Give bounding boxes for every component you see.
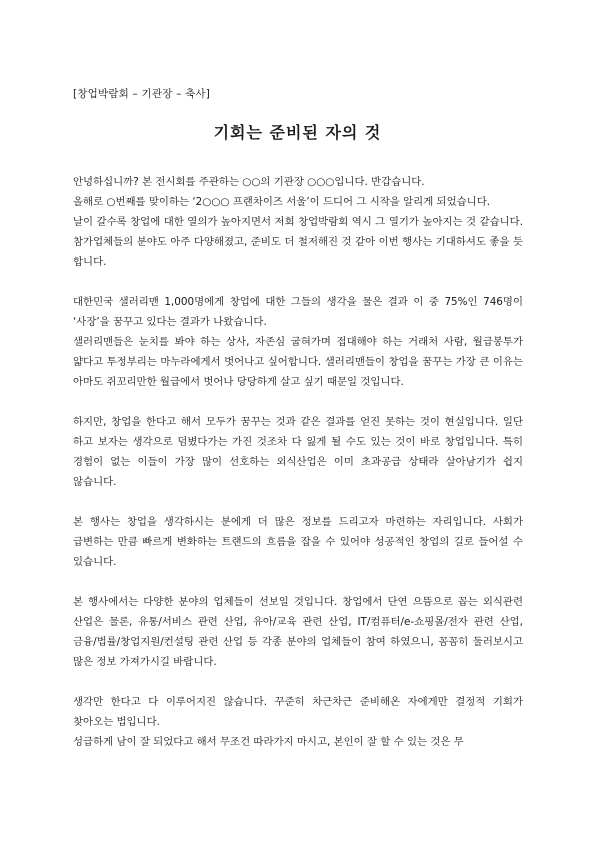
paragraph-salaryman-motivation: 샐러리맨들은 눈치를 봐야 하는 상사, 자존심 굽혀가며 접대해야 하는 거래처 사람, 월급봉투가 얇다고 투정부리는 마누라에게서 벗어나고 싶어합니다. 샐러리맨들이 창업을 꿈꾸는 가장 큰 이유는 아마도 쥐꼬리만한 월급에서 벗어나 당당하게 살고 싶기 때문일 것입니다. xyxy=(73,336,523,388)
paragraph-event-purpose: 본 행사는 창업을 생각하시는 분에게 더 많은 정보를 드리고자 마련하는 자리입니다. 사회가 급변하는 만큼 빠르게 변화하는 트랜드의 흐름을 잡을 수 있어야 성공적인 창업의 길로 들어설 수 있습니다. xyxy=(73,516,523,568)
paragraph-greeting: 안녕하십니까? 본 전시회를 주관하는 ○○의 기관장 ○○○입니다. 반갑습니다. xyxy=(73,176,425,188)
paragraph-survey: 대한민국 샐러리맨 1,000명에게 창업에 대한 그들의 생각을 물은 결과 이 중 75%인 746명이 ‘사장’을 꿈꾸고 있다는 결과가 나왔습니다. xyxy=(73,296,523,328)
paragraph-enthusiasm: 날이 갈수록 창업에 대한 열의가 높아지면서 저희 창업박람회 역시 그 열기가 높아지는 것 같습니다. 참가업체들의 분야도 아주 다양해졌고, 준비도 더 철저해진 것 같아 이번 행사는 기대하셔도 좋을 듯 합니다. xyxy=(73,216,523,268)
paragraph-opportunity: 생각만 한다고 다 이루어지진 않습니다. 꾸준히 차근차근 준비해온 자에게만 결정적 기회가 찾아오는 법입니다. xyxy=(73,696,523,728)
paragraph-advice: 성급하게 남이 잘 되었다고 해서 무조건 따라가지 마시고, 본인이 잘 할 수 있는 것은 무 xyxy=(73,736,464,748)
document-category-tag: [창업박람회 – 기관장 – 축사] xyxy=(73,88,211,100)
paragraph-exhibitors: 본 행사에서는 다양한 분야의 업체들이 선보일 것입니다. 창업에서 단연 으뜸으로 꼽는 외식관련 산업은 물론, 유통/서비스 관련 산업, 유아/교육 관련 산업, IT/컴퓨터/e-쇼핑몰/전자 관련 산업, 금융/법률/창업지원/컨설팅 관련 산업 등 각종 분야의 업체들이 참여 하였으니, 꼼꼼히 둘러보시고 많은 정보 가져가시길 바랍니다. xyxy=(73,596,523,668)
paragraph-event-intro: 올해로 ○번째를 맞이하는 ‘2○○○ 프랜차이즈 서울’이 드디어 그 시작을 알리게 되었습니다. xyxy=(73,196,491,208)
document-title: 기회는 준비된 자의 것 xyxy=(213,123,382,142)
paragraph-reality: 하지만, 창업을 한다고 해서 모두가 꿈꾸는 것과 같은 결과를 얻진 못하는 것이 현실입니다. 일단 하고 보자는 생각으로 덤볐다가는 가진 것조차 다 잃게 될 수도 있는 것이 바로 창업입니다. 특히 경험이 없는 이들이 가장 많이 선호하는 외식산업은 이미 초과공급 상태라 살아남기가 쉽지 않습니다. xyxy=(73,416,523,488)
document-body xyxy=(73,172,523,752)
